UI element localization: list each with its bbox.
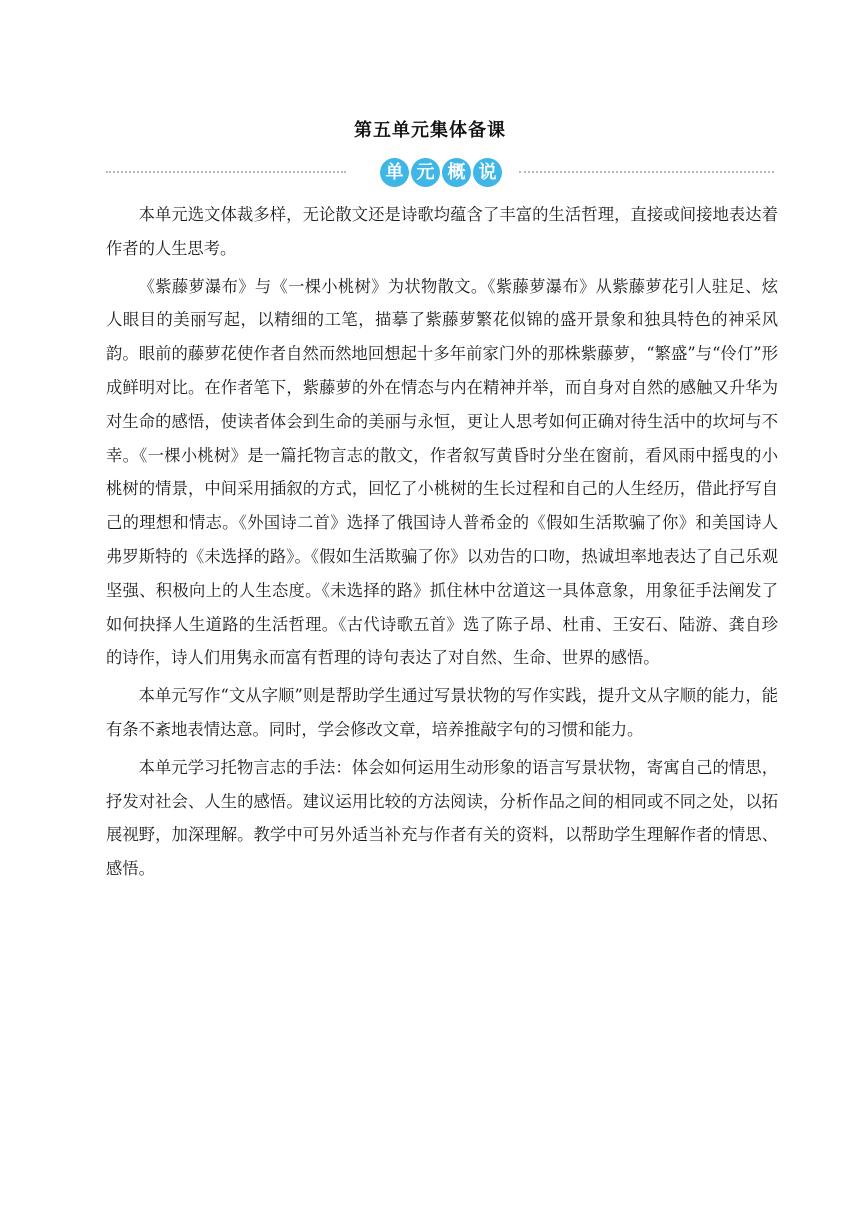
- section-badge-char: 说: [473, 158, 502, 187]
- paragraph: 《紫藤萝瀑布》与《一棵小桃树》为状物散文。《紫藤萝瀑布》从紫藤萝花引人驻足、炫人眼目的美丽写起，以精细的工笔，描摹了紫藤萝繁花似锦的盛开景象和独具特色的神采风韵。眼前的藤萝花使作者自然而然地回想起十多年前家门外的那株紫藤萝，“繁盛”与“伶仃”形成鲜明对比。在作者笔下，紫藤萝的外在情态与内在精神并举，而自身对自然的感触又升华为对生命的感悟，使读者体会到生命的美丽与永恒，更让人思考如何正确对待生活中的坎坷与不幸。《一棵小桃树》是一篇托物言志的散文，作者叙写黄昏时分坐在窗前，看风雨中摇曳的小桃树的情景，中间采用插叙的方式，回忆了小桃树的生长过程和自己的人生经历，借此抒写自己的理想和情志。《外国诗二首》选择了俄国诗人普希金的《假如生活欺骗了你》和美国诗人弗罗斯特的《未选择的路》。《假如生活欺骗了你》以劝告的口吻，热诚坦率地表达了自己乐观坚强、积极向上的人生态度。《未选择的路》抓住林中岔道这一具体意象，用象征手法阐发了如何抉择人生道路的生活哲理。《古代诗歌五首》选了陈子昂、杜甫、王安石、陆游、龚自珍的诗作，诗人们用隽永而富有哲理的诗句表达了对自然、生命、世界的感悟。: [106, 276, 778, 668]
- paragraph: 本单元学习托物言志的手法：体会如何运用生动形象的语言写景状物，寄寓自己的情思，抒发对社会、人生的感悟。建议运用比较的方法阅读，分析作品之间的相同或不同之处，以拓展视野，加深理解。教学中可另外适当补充与作者有关的资料，以帮助学生理解作者的情思、感悟。: [106, 757, 778, 879]
- page-title: 第五单元集体备课: [354, 120, 506, 141]
- paragraph: 本单元写作“文从字顺”则是帮助学生通过写景状物的写作实践，提升文从字顺的能力，能有条不紊地表情达意。同时，学会修改文章，培养推敲字句的习惯和能力。: [106, 686, 778, 739]
- section-badge-char: 单: [380, 158, 409, 187]
- dotted-rule-left: [106, 171, 346, 173]
- paragraph: 本单元选文体裁多样，无论散文还是诗歌均蕴含了丰富的生活哲理，直接或间接地表达着作者的人生思考。: [106, 205, 778, 258]
- section-badge: [380, 156, 502, 190]
- dotted-rule-right: [519, 171, 774, 173]
- body-text: [106, 198, 778, 890]
- section-badge-char: 概: [442, 158, 471, 187]
- section-badge-char: 元: [411, 158, 440, 187]
- section-header: [106, 156, 774, 190]
